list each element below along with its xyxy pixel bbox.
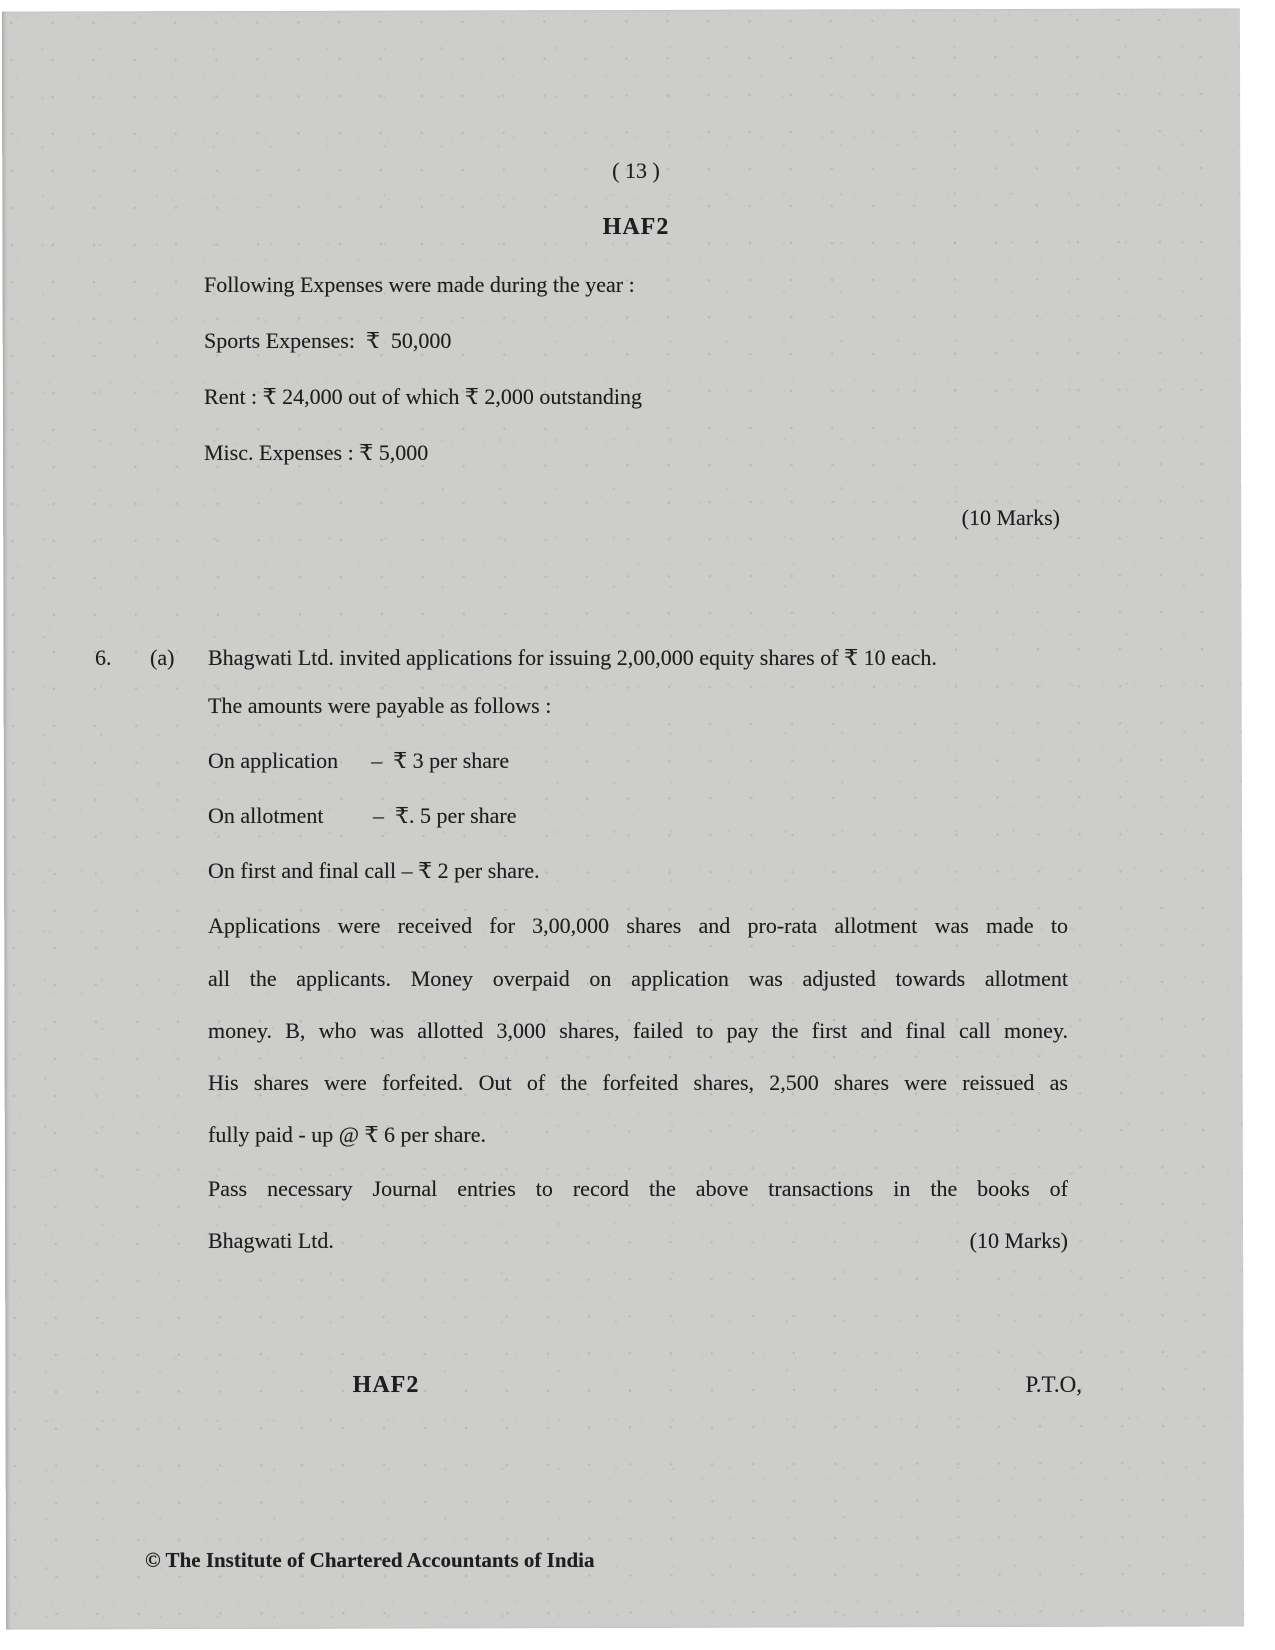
footer-paper-code: HAF2 xyxy=(352,1372,420,1398)
question-body-line-1: Applications were received for 3,00,000 shares and pro-rata allotment was made to xyxy=(208,913,1068,938)
question-task-line: Pass necessary Journal entries to record the above transactions in the books of xyxy=(208,1176,1068,1201)
footer-pto: P.T.O, xyxy=(1025,1372,1082,1397)
expenses-intro: Following Expenses were made during the year : xyxy=(204,272,635,297)
question-last-row xyxy=(208,1228,1068,1254)
question-marks: (10 Marks) xyxy=(969,1228,1068,1253)
question-body-line-3: money. B, who was allotted 3,000 shares, failed to pay the first and final call money. xyxy=(208,1018,1068,1043)
question-body-line-2: all the applicants. Money overpaid on application was adjusted towards allotment xyxy=(208,966,1068,991)
paper-code-header: HAF2 xyxy=(602,214,670,240)
copyright-notice: © The Institute of Chartered Accountants of India xyxy=(145,1548,595,1572)
question-body-line-4: His shares were forfeited. Out of the forfeited shares, 2,500 shares were reissued as xyxy=(208,1070,1068,1095)
question-subintro: The amounts were payable as follows : xyxy=(208,693,552,718)
question-intro: Bhagwati Ltd. invited applications for issuing 2,00,000 equity shares of ₹ 10 each. xyxy=(208,645,937,670)
expenses-marks: (10 Marks) xyxy=(961,505,1060,530)
question-body-line-5: fully paid - up @ ₹ 6 per share. xyxy=(208,1122,487,1147)
expense-item-misc: Misc. Expenses : ₹ 5,000 xyxy=(204,440,429,465)
page-number: ( 13 ) xyxy=(612,158,660,183)
company-name-line: Bhagwati Ltd. xyxy=(208,1228,334,1253)
question-number: 6. xyxy=(95,645,112,670)
payable-line-application: On application – ₹ 3 per share xyxy=(208,748,510,773)
question-part-label: (a) xyxy=(150,645,175,670)
payable-line-allotment: On allotment – ₹. 5 per share xyxy=(208,803,517,828)
expense-item-rent: Rent : ₹ 24,000 out of which ₹ 2,000 outstanding xyxy=(204,384,643,409)
expense-item-sports: Sports Expenses: ₹ 50,000 xyxy=(204,328,452,353)
payable-line-call: On first and final call – ₹ 2 per share. xyxy=(208,858,540,883)
